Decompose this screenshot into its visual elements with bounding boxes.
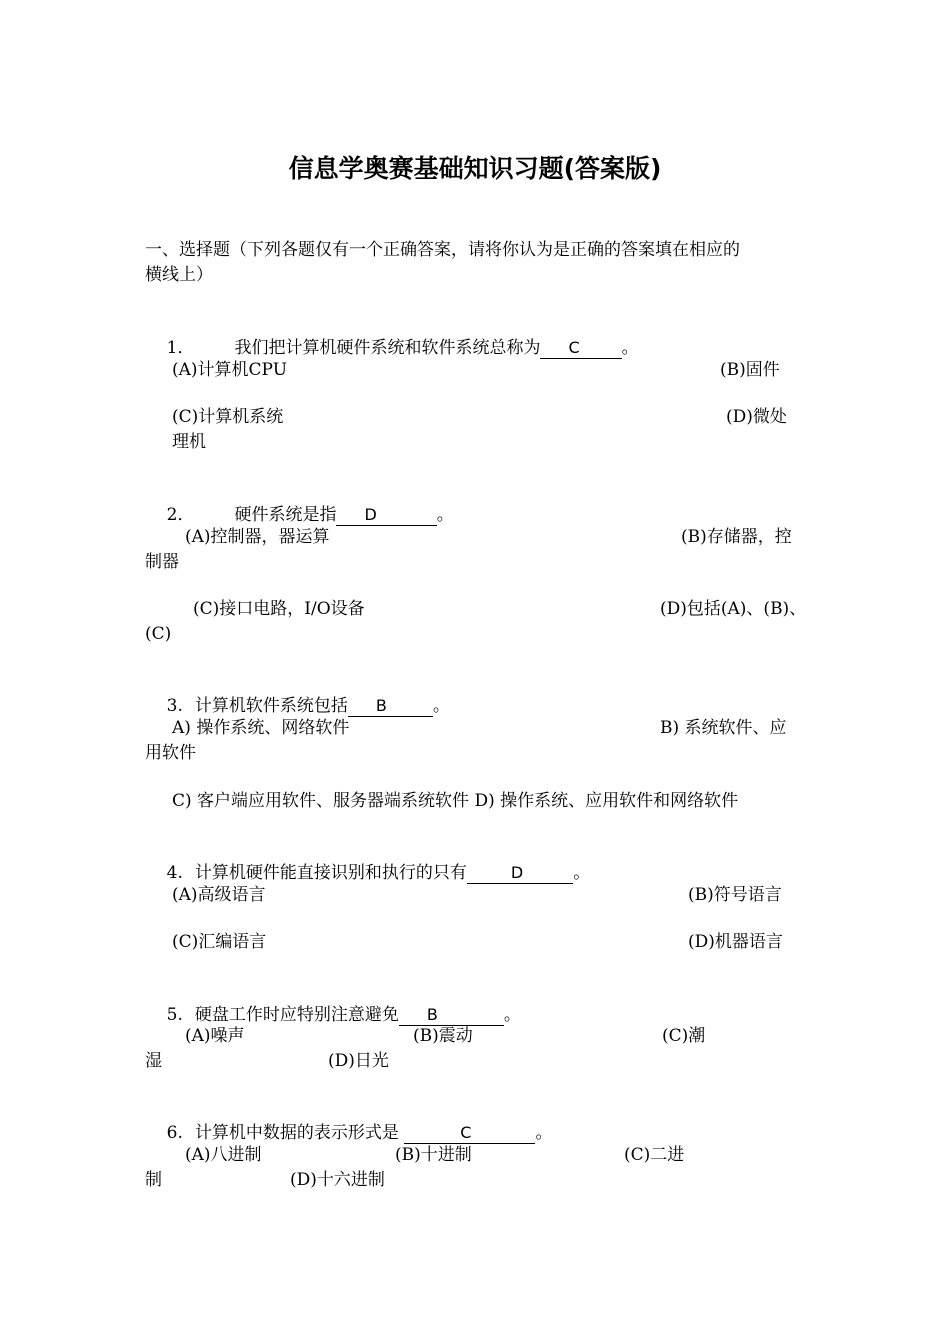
question-text: 计算机中数据的表示形式是 [194,1123,405,1143]
option-b: (B)十进制 [395,1145,472,1165]
option-d-continued: (C) [145,624,172,644]
page-title: 信息学奥赛基础知识习题(答案版) [288,154,662,183]
question-end: 。 [573,863,591,883]
answer-letter: B [426,1005,438,1024]
option-b-continued: 用软件 [145,743,196,763]
question-text: 我们把计算机硬件系统和软件系统总称为 [234,338,541,358]
answer-letter: D [510,863,524,882]
question-end: 。 [621,338,639,358]
answer-letter: C [460,1123,472,1142]
question-end: 。 [436,505,454,525]
question-text: 硬盘工作时应特别注意避免 [194,1005,399,1025]
section-heading: 一、选择题（下列各题仅有一个正确答案，请将你认为是正确的答案填在相应的 [145,240,740,260]
answer-letter: B [375,696,387,715]
question-end: 。 [535,1123,553,1143]
answer-blank [404,1122,535,1144]
question-number: 3. [166,696,183,716]
answer-blank [399,1004,504,1026]
option-b-continued: 制器 [145,552,179,572]
question-text: 计算机软件系统包括 [194,696,348,716]
option-d: (D)日光 [328,1051,389,1071]
option-d: (D)机器语言 [688,932,783,952]
question-end: 。 [503,1005,521,1025]
question-text: 计算机硬件能直接识别和执行的只有 [194,863,467,883]
question-number: 4. [166,863,183,883]
option-a: (A)八进制 [185,1145,262,1165]
question-text: 硬件系统是指 [234,505,337,525]
option-c: (C)接口电路，I/O设备 [193,599,365,619]
answer-blank [336,504,436,526]
option-d: (D)包括(A)、(B)、 [660,599,807,619]
answer-blank [348,695,433,717]
question-number: 1． [166,338,195,358]
option-c: (C)计算机系统 [172,407,284,427]
option-b: (B)符号语言 [688,885,782,905]
answer-letter: C [568,338,580,357]
option-a: (A)计算机CPU [172,360,288,380]
option-d: (D)十六进制 [290,1170,385,1190]
question-number: 2． [166,505,195,525]
question-number: 5. [166,1005,183,1025]
answer-letter: D [364,505,377,524]
section-heading-continued: 横线上） [145,265,213,285]
option-a: (A)控制器，器运算 [185,527,330,547]
option-b: (B)震动 [413,1026,473,1046]
option-d: (D)微处 [726,407,787,427]
option-d-continued: 理机 [172,432,206,452]
option-c-continued: 制 [145,1170,162,1190]
option-c: (C)潮 [662,1026,706,1046]
option-b: (B)存储器，控 [681,527,792,547]
option-c-and-d: C) 客户端应用软件、服务器端系统软件 D) 操作系统、应用软件和网络软件 [172,791,739,811]
answer-blank [540,337,621,359]
option-a: (A)噪声 [185,1026,245,1046]
option-c: (C)二进 [624,1145,685,1165]
option-c: (C)汇编语言 [172,932,267,952]
option-b: (B)固件 [720,360,780,380]
question-end: 。 [432,696,450,716]
option-b: B) 系统软件、应 [660,718,787,738]
answer-blank [467,862,573,884]
option-a: (A)高级语言 [172,885,266,905]
option-c-continued: 湿 [145,1051,162,1071]
question-number: 6. [166,1123,183,1143]
option-a: A) 操作系统、网络软件 [172,718,350,738]
